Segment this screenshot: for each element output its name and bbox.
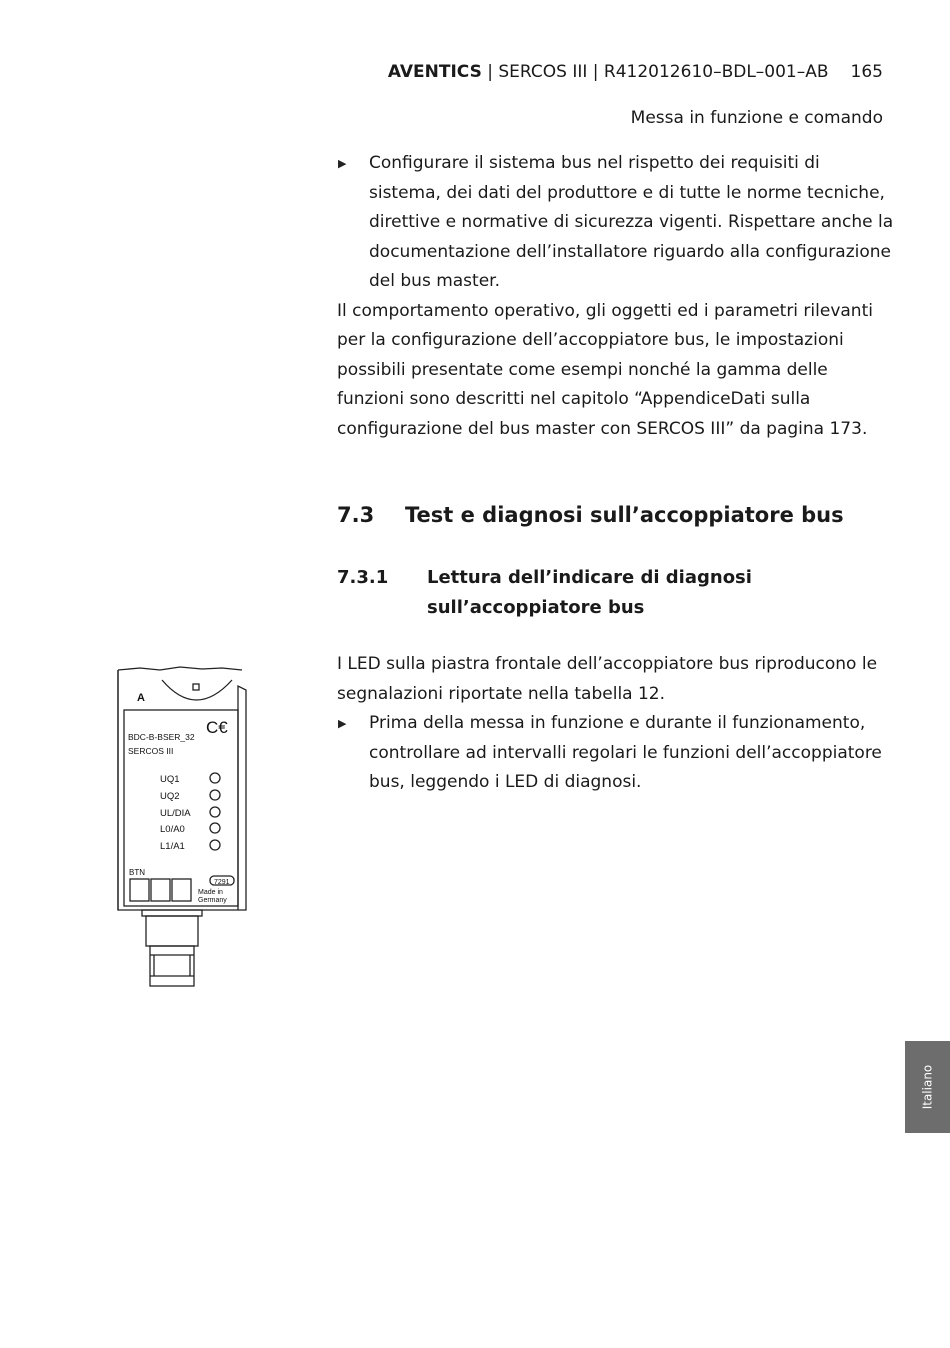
brand-name: AVENTICS [387, 62, 482, 82]
ce-mark-icon: C€ [206, 718, 228, 737]
subsection-title: Lettura dell’indicare di diagnosi sull’accoppiatore bus [427, 567, 752, 618]
made-in-country-text: Germany [198, 897, 227, 904]
figure-protocol-text: SERCOS III [128, 746, 174, 756]
led-label: L1/A1 [160, 841, 185, 852]
figure-model-text: BDC-B-BSER_32 [128, 732, 195, 742]
figure-corner-label: A [137, 692, 145, 704]
led-label: L0/A0 [160, 824, 185, 835]
bullet-triangle-icon: ▶ [338, 157, 347, 170]
made-in-text: Made in [198, 889, 223, 896]
diagnosis-block [337, 650, 897, 798]
bullet-triangle-icon: ▶ [338, 717, 347, 730]
body-paragraph: I LED sulla piastra frontale dell’accoppiatore bus riproducono le segnalazioni riportate nella tabella 12. [337, 654, 878, 704]
running-header [388, 62, 883, 82]
subsection-heading [337, 563, 787, 622]
figure-code-text: 7291 [214, 879, 230, 886]
section-number: 7.3 [337, 503, 375, 527]
bullet-item [337, 149, 897, 297]
btn-label: BTN [129, 868, 145, 877]
subsection-number: 7.3.1 [337, 567, 389, 588]
bus-coupler-figure [110, 660, 260, 999]
body-paragraph: Il comportamento operativo, gli oggetti ed i parametri rilevanti per la configurazione dell’accoppiatore bus, le impostazioni possibili presentate come esempi nonché la gamma delle funzioni sono descritti nel capitolo “AppendiceDati sulla configurazione del bus master con SERCOS III” da pagina 173. [337, 300, 873, 439]
section-header: Messa in funzione e comando [630, 108, 883, 128]
page-number: 165 [850, 62, 883, 82]
led-label: UL/DIA [160, 808, 191, 819]
led-label: UQ2 [160, 791, 180, 802]
language-tab-label: Italiano [920, 1064, 935, 1110]
document-id: | SERCOS III | R412012610–BDL–001–AB [481, 62, 829, 82]
bullet-item [337, 709, 897, 798]
bullet-text: Prima della messa in funzione e durante il funzionamento, controllare ad intervalli regolari le funzioni dell’accoppiatore bus, leggendo i LED di diagnosi. [369, 713, 882, 792]
intro-block [337, 149, 897, 444]
section-heading [337, 503, 844, 527]
language-tab [905, 1041, 950, 1133]
led-label: UQ1 [160, 774, 180, 785]
section-title: Test e diagnosi sull’accoppiatore bus [405, 503, 844, 527]
bullet-text: Configurare il sistema bus nel rispetto dei requisiti di sistema, dei dati del produttore e di tutte le norme tecniche, direttive e normative di sicurezza vigenti. Rispettare anche la documentazione dell’installatore riguardo alla configurazione del bus master. [369, 153, 894, 291]
bus-coupler-drawing [110, 660, 260, 995]
